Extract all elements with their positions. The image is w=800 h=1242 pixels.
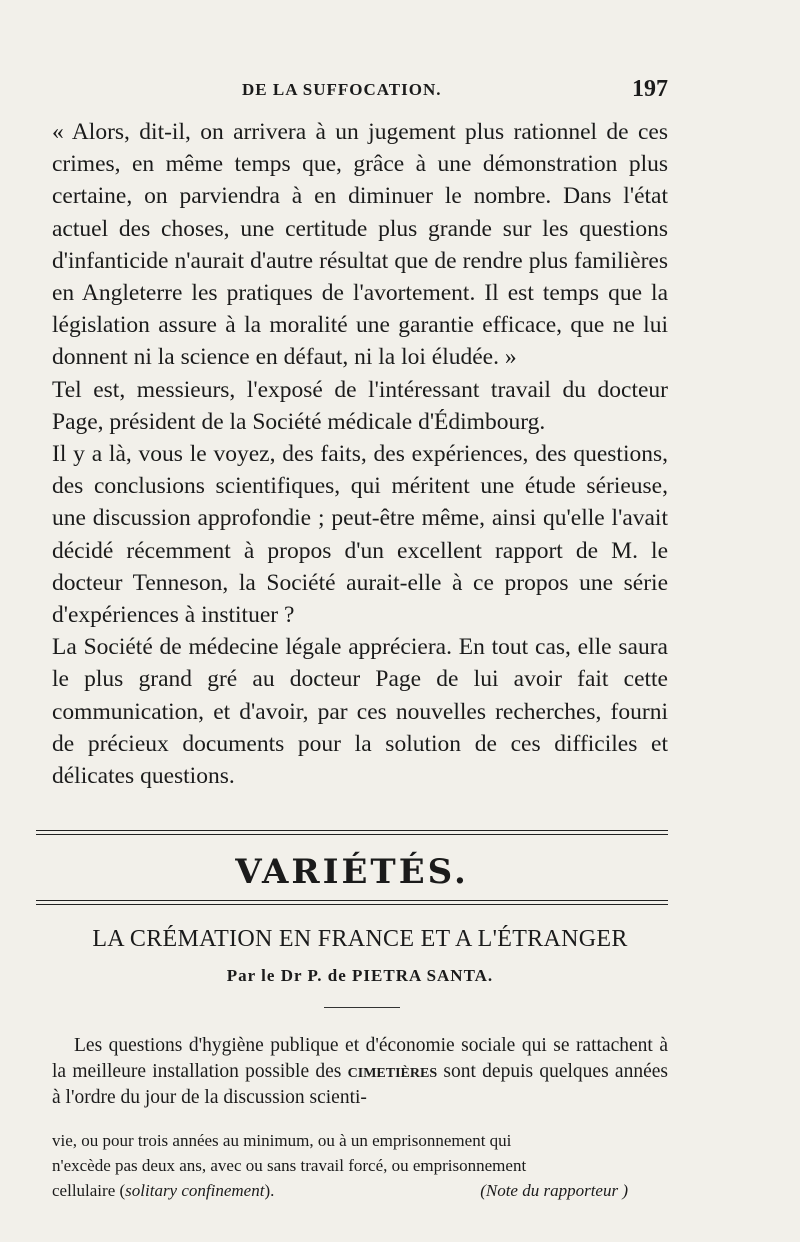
page-header (52, 76, 668, 108)
footnote (52, 1128, 668, 1203)
main-text (52, 116, 668, 792)
footnote-line-3 (52, 1178, 668, 1203)
footnote-note-attribution: (Note du rapporteur ) (480, 1181, 628, 1200)
article-intro (52, 1033, 668, 1111)
footnote-line-3-start: cellulaire ( (52, 1181, 126, 1200)
paragraph-quote: « Alors, dit-il, on arrivera à un jugement plus rationnel de ces crimes, en même temps que, grâce à une démonstration plus certaine, on parviendra à en diminuer le nombre. Dans l'état actuel des choses, une certitude plus grande sur les questions d'infanticide n'aurait d'autre résultat que de rendre plus familières en Angleterre les pratiques de l'avortement. Il est temps que la législation assure à la moralité une garantie efficace, que ne lui donnent ni la science en défaut, ni la loi éludée. » (52, 119, 668, 371)
byline-rule (324, 1007, 400, 1008)
page-number: 197 (632, 76, 668, 102)
article-byline: Par le Dr P. de PIETRA SANTA. (226, 966, 494, 985)
paragraph-discussion: Il y a là, vous le voyez, des faits, des expériences, des questions, des conclusions scientifiques, qui méritent une étude sérieuse, une discussion approfondie ; peut-être même, ainsi qu'elle l'avait décidé récemment à propos d'un excellent rapport de M. le docteur Tenneson, la Société aurait-elle à ce propos une série d'expériences à instituer ? (52, 441, 668, 629)
intro-smallcaps-term: cimetières (347, 1061, 438, 1082)
intro-text-start: Les questions d'hygiène publique et d'économie sociale qui se rattachent à la meilleure installation possible des (52, 1035, 668, 1082)
article-title: LA CRÉMATION EN FRANCE ET A L'ÉTRANGER (92, 926, 628, 952)
footnote-line-2: n'excède pas deux ans, avec ou sans travail forcé, ou emprisonnement (52, 1156, 527, 1175)
footnote-line-3-end: ). (264, 1181, 275, 1200)
section-title: VARIÉTÉS. (235, 852, 469, 892)
footnote-line-1: vie, ou pour trois années au minimum, ou à un emprisonnement qui (52, 1131, 512, 1150)
intro-text-end: sont depuis quelques années à l'ordre du jour de la discussion scienti- (52, 1061, 668, 1108)
paragraph-summary: Tel est, messieurs, l'exposé de l'intéressant travail du docteur Page, président de la Société médicale d'Édimbourg. (52, 376, 668, 435)
section-divider-bottom (36, 900, 668, 905)
paragraph-conclusion: La Société de médecine légale appréciera. En tout cas, elle saura le plus grand gré au docteur Page de lui avoir fait cette communication, et d'avoir, par ces nouvelles recherches, fourni de précieux documents pour la solution de ces difficiles et délicates questions. (52, 634, 668, 790)
section-divider-top (36, 830, 668, 835)
footnote-italic-term: solitary confinement (125, 1181, 265, 1200)
running-title: DE LA SUFFOCATION. (242, 80, 442, 99)
